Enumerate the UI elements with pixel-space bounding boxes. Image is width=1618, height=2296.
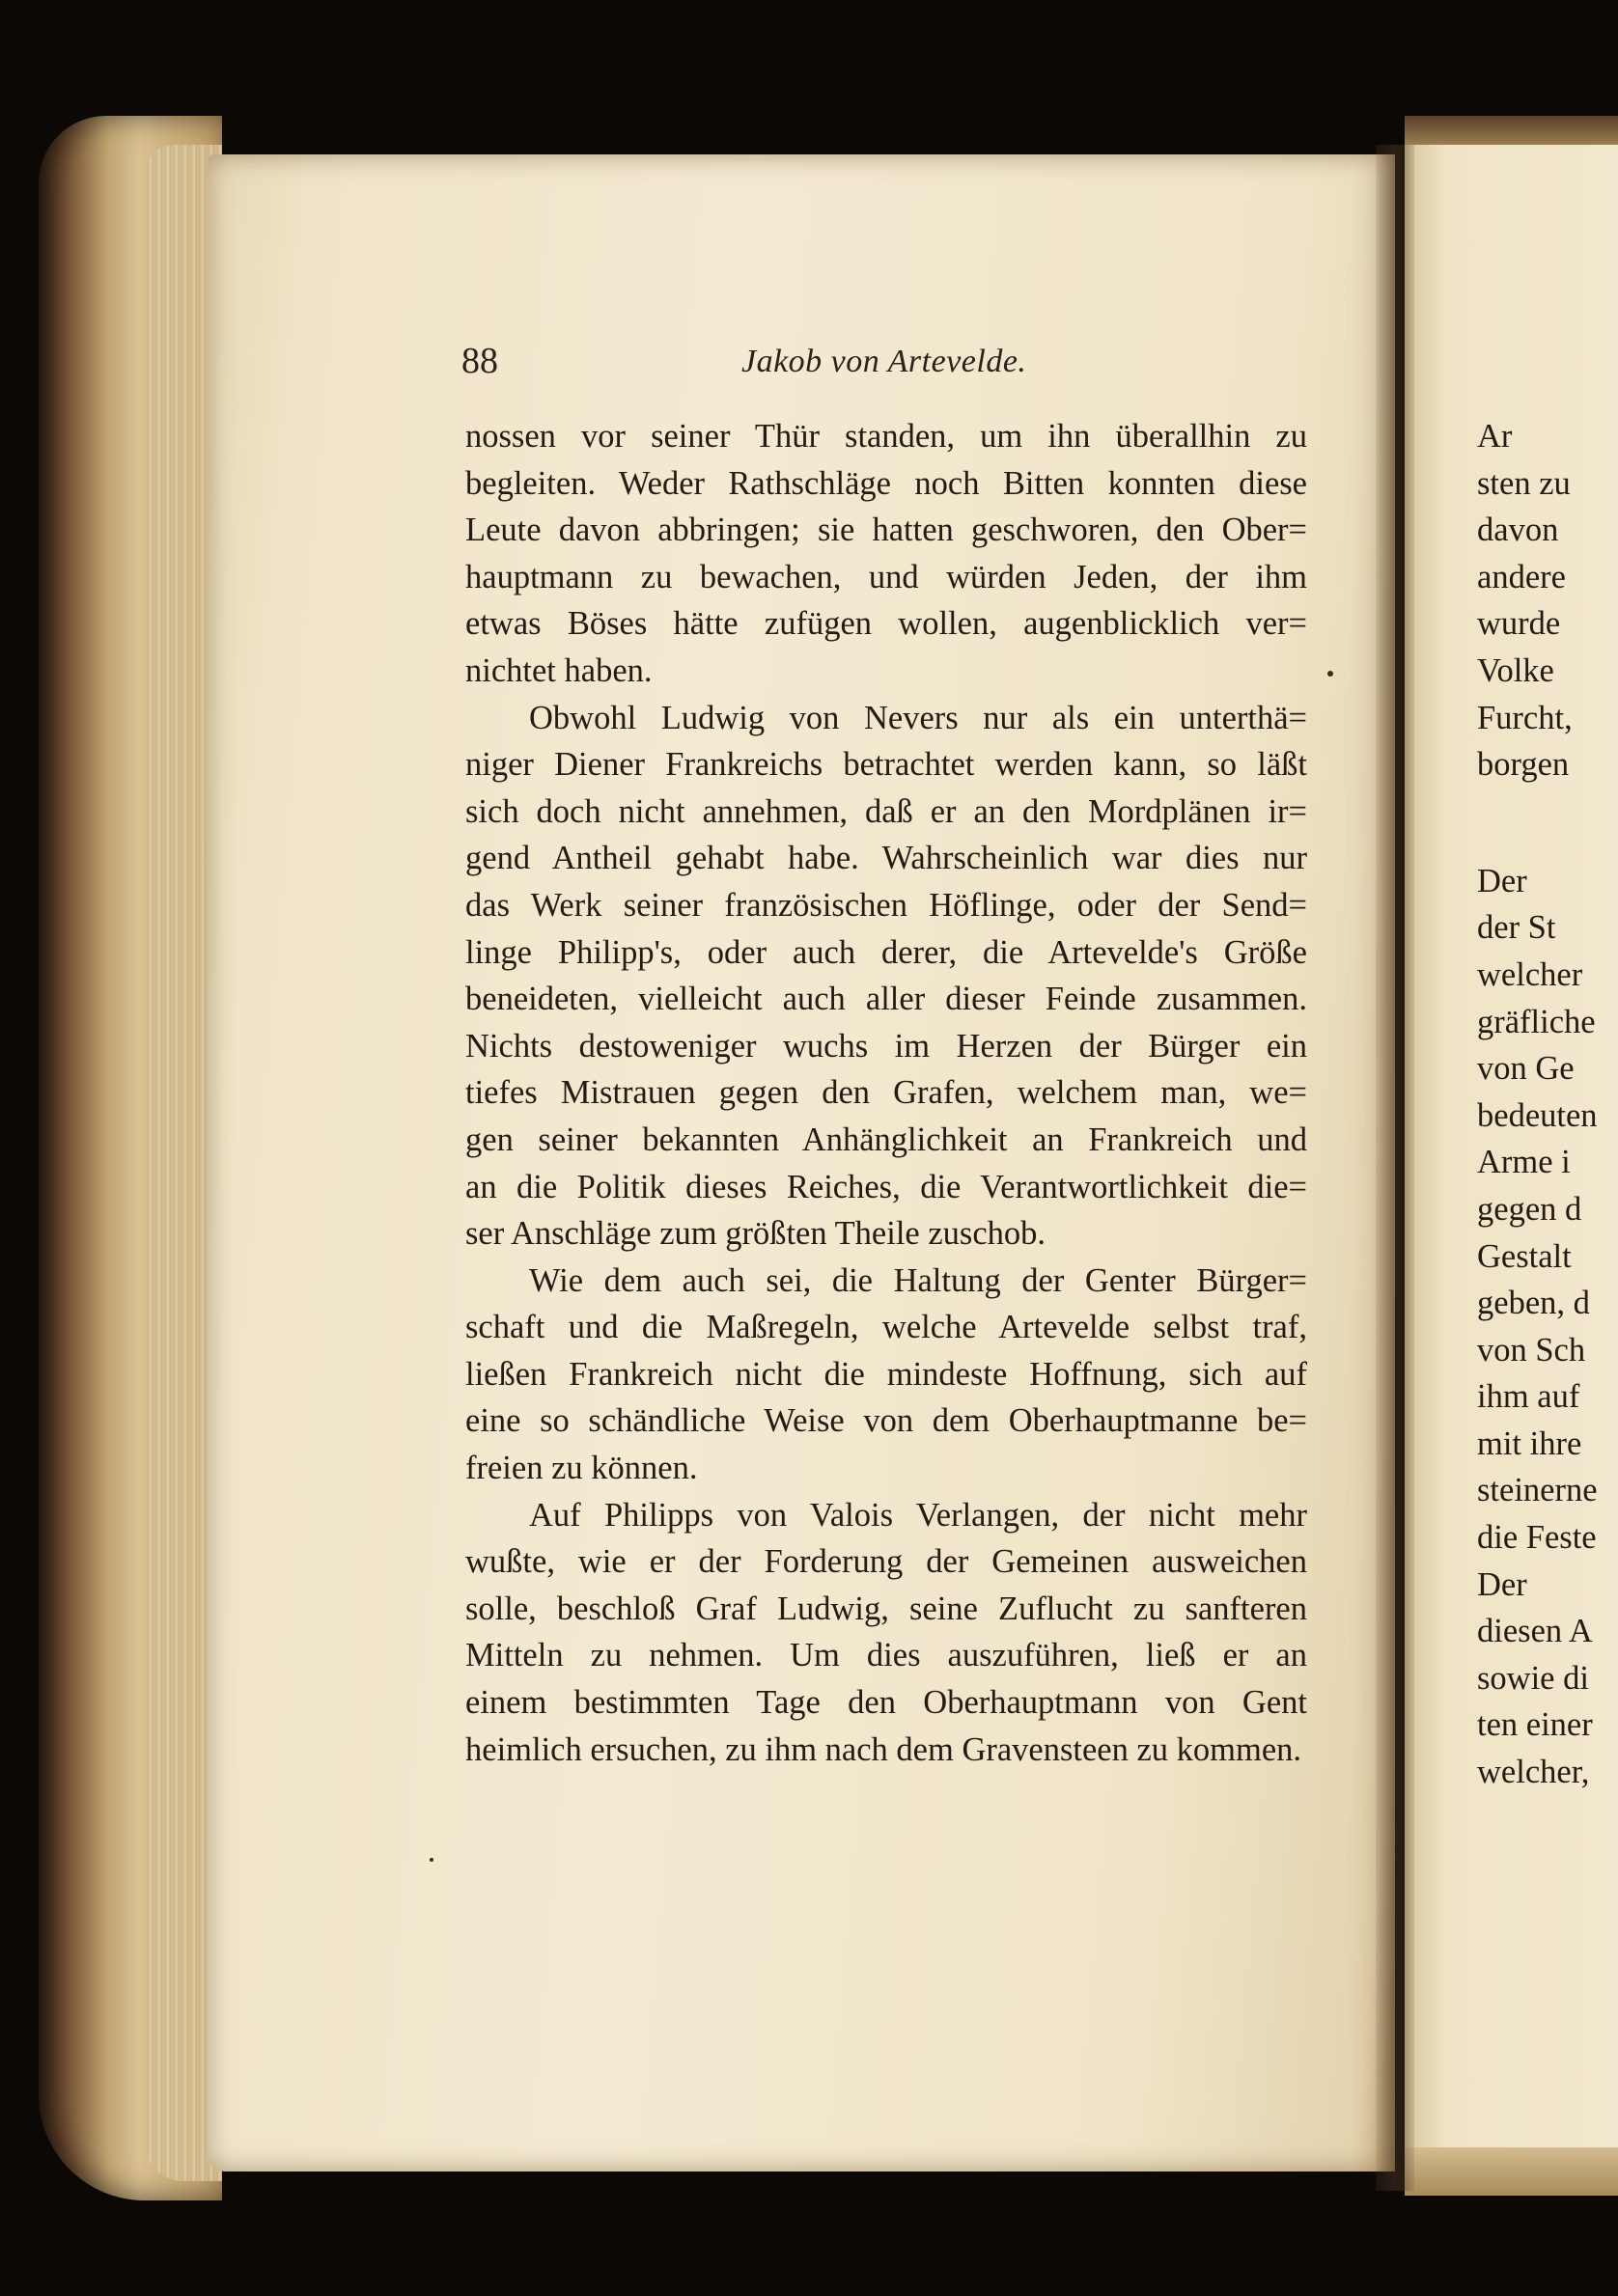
text-line: eine so schändliche Weise von dem Oberhauptmanne be= bbox=[465, 1402, 1307, 1440]
text-line: beneideten, vielleicht auch aller dieser Feinde zusammen. bbox=[465, 981, 1307, 1018]
text-line: an die Politik dieses Reiches, die Verantwortlichkeit die= bbox=[465, 1168, 1307, 1205]
text-line: ließen Frankreich nicht die mindeste Hoffnung, sich auf bbox=[465, 1355, 1307, 1393]
right-text-line: Arme i bbox=[1477, 1144, 1571, 1181]
right-text-line: die Feste bbox=[1477, 1519, 1597, 1557]
right-text-line: gegen d bbox=[1477, 1190, 1582, 1228]
right-text-line: Der bbox=[1477, 1565, 1527, 1603]
right-text-line: borgen bbox=[1477, 746, 1570, 784]
text-line: nossen vor seiner Thür standen, um ihn überallhin zu bbox=[465, 418, 1307, 455]
text-line: einem bestimmten Tage den Oberhauptmann von Gent bbox=[465, 1684, 1307, 1722]
right-text-line: welcher, bbox=[1477, 1754, 1590, 1791]
text-line: sich doch nicht annehmen, daß er an den Mordplänen ir= bbox=[465, 792, 1307, 830]
body-text bbox=[465, 413, 1307, 1773]
ink-speck bbox=[1327, 671, 1333, 677]
right-text-line: welcher bbox=[1477, 955, 1583, 993]
book-gutter bbox=[1376, 145, 1414, 2191]
right-text-line: Ar bbox=[1477, 418, 1513, 455]
ink-speck bbox=[430, 1858, 433, 1862]
text-line: solle, beschloß Graf Ludwig, seine Zuflucht zu sanfteren bbox=[465, 1590, 1307, 1627]
right-text-line: Der bbox=[1477, 862, 1527, 899]
right-page-text bbox=[1477, 413, 1618, 1796]
right-text-line: Gestalt bbox=[1477, 1237, 1572, 1275]
right-text-line: mit ihre bbox=[1477, 1425, 1582, 1462]
text-line: hauptmann zu bewachen, und würden Jeden, der ihm bbox=[465, 558, 1307, 595]
text-line: schaft und die Maßregeln, welche Artevelde selbst traf, bbox=[465, 1309, 1307, 1346]
right-text-line: sowie di bbox=[1477, 1659, 1589, 1697]
paragraph-gap bbox=[1477, 788, 1618, 858]
text-line: gend Antheil gehabt habe. Wahrscheinlich war dies nur bbox=[465, 840, 1307, 877]
text-line: freien zu können. bbox=[465, 1450, 698, 1487]
text-line: Auf Philipps von Valois Verlangen, der nicht mehr bbox=[529, 1496, 1307, 1534]
text-line: linge Philipp's, oder auch derer, die Artevelde's Größe bbox=[465, 933, 1307, 971]
text-line: Leute davon abbringen; sie hatten geschworen, den Ober= bbox=[465, 512, 1307, 549]
page-header bbox=[461, 340, 1311, 382]
right-text-line: diesen A bbox=[1477, 1613, 1593, 1650]
text-line: begleiten. Weder Rathschläge noch Bitten konnten diese bbox=[465, 464, 1307, 502]
text-line: nichtet haben. bbox=[465, 651, 653, 689]
right-text-line: der St bbox=[1477, 909, 1556, 947]
right-text-line: gräfliche bbox=[1477, 1003, 1596, 1040]
right-text-line: steinerne bbox=[1477, 1472, 1598, 1509]
text-line: Nichts destoweniger wuchs im Herzen der Bürger ein bbox=[465, 1027, 1307, 1065]
text-line: etwas Böses hätte zufügen wollen, augenblicklich ver= bbox=[465, 605, 1307, 643]
right-text-line: von Sch bbox=[1477, 1331, 1586, 1369]
text-line: Obwohl Ludwig von Nevers nur als ein unterthä= bbox=[529, 699, 1307, 736]
right-text-line: ten einer bbox=[1477, 1706, 1593, 1744]
text-line: Mitteln zu nehmen. Um dies auszuführen, ließ er an bbox=[465, 1637, 1307, 1674]
right-text-line: sten zu bbox=[1477, 464, 1571, 502]
text-line: gen seiner bekannten Anhänglichkeit an Frankreich und bbox=[465, 1120, 1307, 1158]
right-page-bottom-edge bbox=[1405, 2147, 1618, 2196]
text-line: ser Anschläge zum größten Theile zuschob. bbox=[465, 1215, 1046, 1253]
text-line: heimlich ersuchen, zu ihm nach dem Gravensteen zu kommen. bbox=[465, 1730, 1302, 1768]
right-text-line: Volke bbox=[1477, 651, 1554, 689]
right-text-line: davon bbox=[1477, 512, 1559, 549]
right-text-line: von Ge bbox=[1477, 1050, 1575, 1088]
text-line: das Werk seiner französischen Höflinge, oder der Send= bbox=[465, 886, 1307, 924]
text-line: tiefes Mistrauen gegen den Grafen, welchem man, we= bbox=[465, 1074, 1307, 1112]
right-text-line: geben, d bbox=[1477, 1285, 1590, 1322]
right-text-line: wurde bbox=[1477, 605, 1561, 643]
right-text-line: andere bbox=[1477, 558, 1566, 595]
right-text-line: bedeuten bbox=[1477, 1096, 1598, 1134]
right-text-line: Furcht, bbox=[1477, 699, 1573, 736]
text-line: niger Diener Frankreichs betrachtet werden kann, so läßt bbox=[465, 746, 1307, 784]
text-line: wußte, wie er der Forderung der Gemeinen ausweichen bbox=[465, 1543, 1307, 1581]
page-number: 88 bbox=[461, 341, 498, 381]
text-line: Wie dem auch sei, die Haltung der Genter Bürger= bbox=[529, 1261, 1307, 1299]
right-text-line: ihm auf bbox=[1477, 1378, 1580, 1416]
running-head: Jakob von Artevelde. bbox=[741, 344, 1027, 379]
